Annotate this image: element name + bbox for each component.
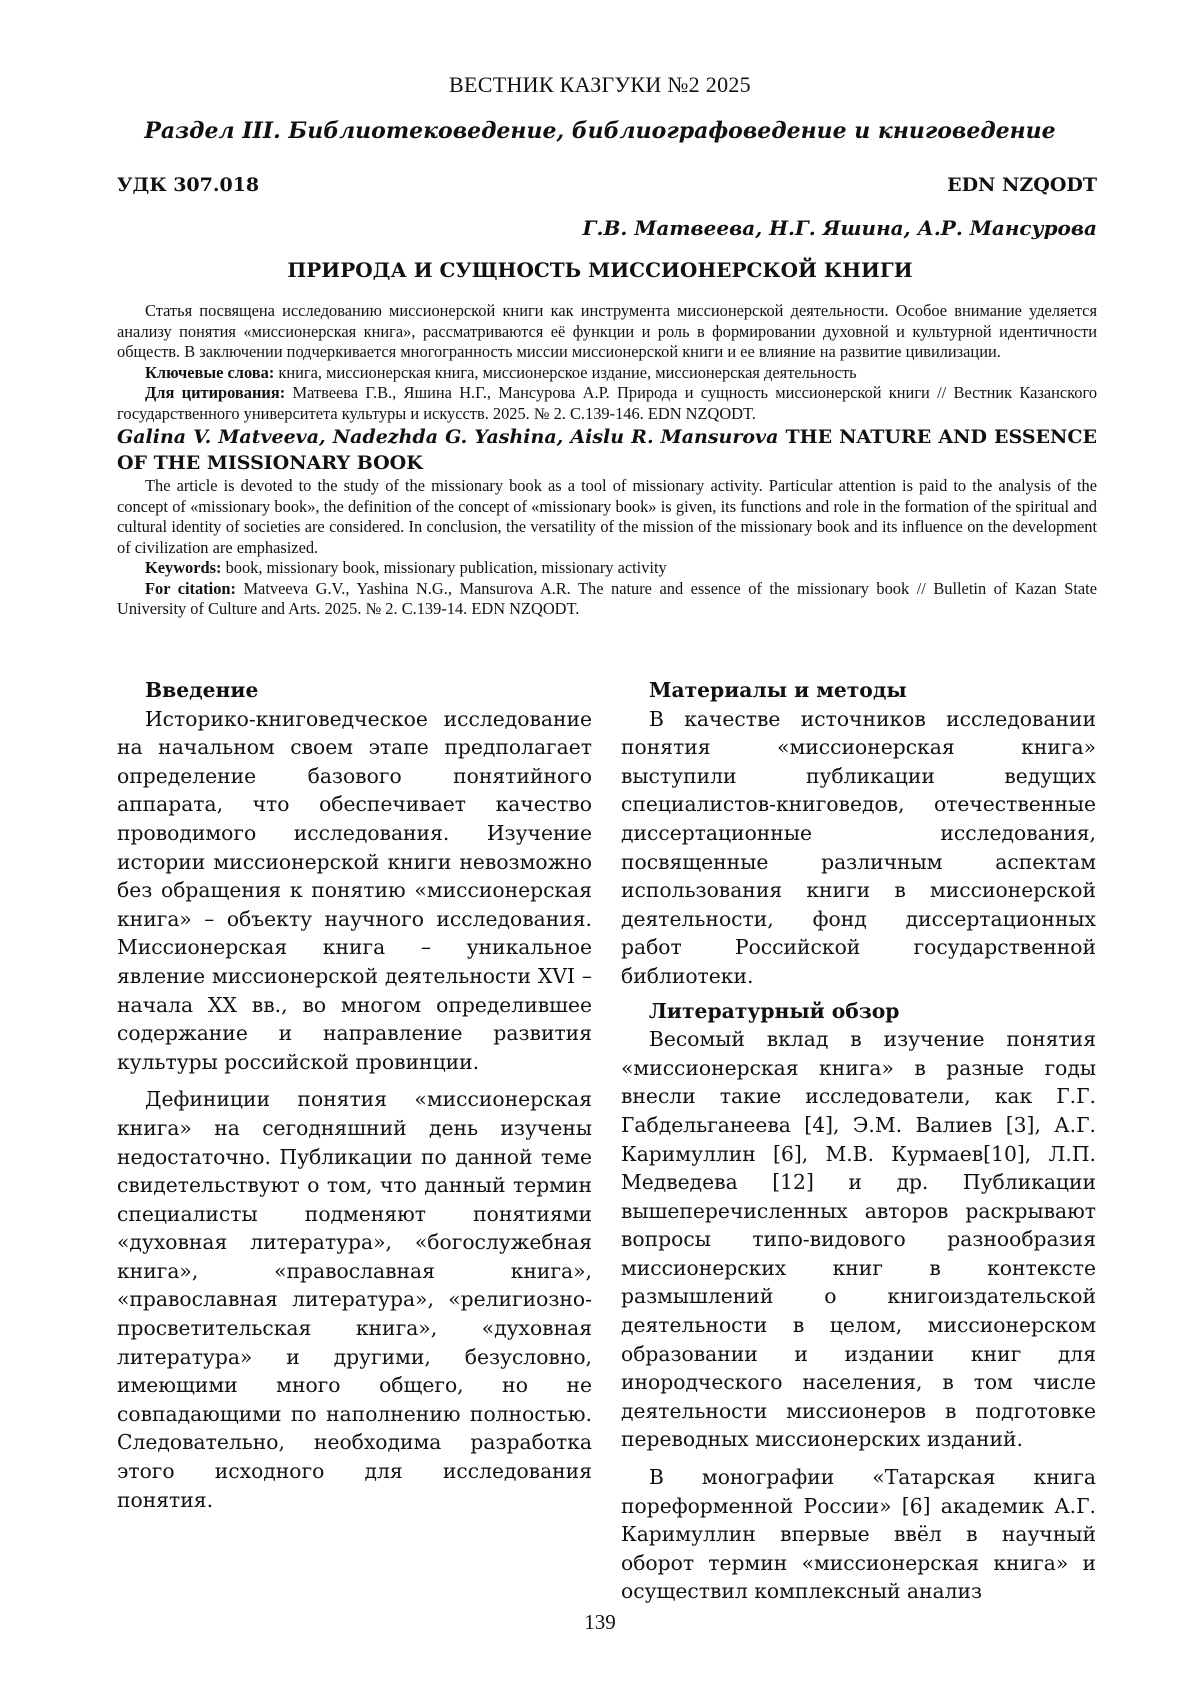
right-column [621, 676, 1096, 1606]
keywords-ru [117, 363, 1097, 384]
keywords-en [117, 558, 1097, 579]
abstract-en-text: The article is devoted to the study of the missionary book as a tool of missionary activity. Particular attention is paid to the analysis of the concept of «missionary book», the definition of the concept of «missionary book» is given, its functions and role in the formation of the spiritual and cultural identity of societies are considered. In conclusion, the versatility of the mission of the missionary book and its influence on the development of civilization are emphasized. [117, 476, 1097, 557]
citation-en-text: Matveeva G.V., Yashina N.G., Mansurova A.R. The nature and essence of the missionary book // Bulletin of Kazan State University of Culture and Arts. 2025. № 2. С.139-14. EDN NZQODT. [117, 578, 1097, 618]
intro-paragraph-2: Дефиниции понятия «миссионерская книга» на сегодняшний день изучены недостаточно. Публикации по данной теме свидетельствуют о том, что данный термин специалисты подменяют понятиями «духовная литература», «богослужебная книга», «православная книга», «православная литература», «религиозно-просветительская книга», «духовная литература» и другими, безусловно, имеющими много общего, но не совпадающими по наполнению полностью. Следовательно, необходима разработка этого исходного для исследования понятия. [117, 1087, 592, 1512]
abstract-block [117, 301, 1097, 620]
title-en: THE NATURE AND ESSENCE OF THE MISSIONARY BOOK [117, 426, 1097, 474]
methods-paragraph: В качестве источников исследовании понятия «миссионерская книга» выступили публикации ведущих специалистов-книговедов, отечественные диссертационные исследования, посвященные различным аспектам использования книги в миссионерской деятельности, фонд диссертационных работ Российской государственной библиотеки. [621, 706, 1096, 988]
udk-code: УДК 307.018 [117, 174, 260, 196]
page-number: 139 [584, 1610, 616, 1634]
en-title-line [117, 424, 1097, 476]
review-heading: Литературный обзор [649, 998, 900, 1023]
citation-ru-label: Для цитирования: [145, 383, 286, 402]
citation-en [117, 579, 1097, 620]
methods-heading: Материалы и методы [649, 678, 907, 702]
review-paragraph-1: Весомый вклад в изучение понятия «миссионерская книга» в разные годы внесли такие исследователи, как Г.Г. Габдельганеева [4], Э.М. Валиев [3], А.Г. Каримуллин [6], М.В. Курмаев[10], Л.П. Медведева [12] и др. Публикации вышеперечисленных авторов раскрывают вопросы типо-видового разнообразия миссионерских книг в контексте размышлений о книгоиздательской деятельности в целом, миссионерском образовании и издании книг для инородческого населения, в том числе деятельности миссионеров в подготовке переводных миссионерских изданий. [621, 1027, 1096, 1452]
authors-ru: Г.В. Матвеева, Н.Г. Яшина, А.Р. Мансурова [582, 216, 1097, 240]
edn-code: EDN NZQODT [947, 174, 1097, 196]
authors-en: Galina V. Matveeva, Nadezhda G. Yashina, Aislu R. Mansurova [117, 426, 779, 448]
intro-paragraph-1: Историко-книговедческое исследование на начальном своем этапе предполагает определение базового понятийного аппарата, что обеспечивает качество проводимого исследования. Изучение истории миссионерской книги невозможно без обращения к понятию «миссионерская книга» – объекту научного исследования. Миссионерская книга – уникальное явление миссионерской деятельности XVI – начала XX вв., во многом определившее содержание и направление развития культуры российской провинции. [117, 706, 592, 1074]
citation-ru-text: Матвеева Г.В., Яшина Н.Г., Мансурова А.Р. Природа и сущность миссионерской книги // Вестник Казанского государственного университета культуры и искусств. 2025. № 2. С.139-146. EDN NZQODT. [117, 383, 1098, 423]
citation-en-label: For citation: [145, 578, 236, 598]
identifiers-row [117, 174, 1097, 196]
review-paragraph-2: В монографии «Татарская книга пореформенной России» [6] академик А.Г. Каримуллин впервые ввёл в научный оборот термин «миссионерская книга» и осуществил комплексный анализ [621, 1465, 1096, 1604]
keywords-en-label: Keywords: [145, 558, 222, 577]
keywords-ru-label: Ключевые слова: [145, 362, 275, 382]
abstract-ru-text: Статья посвящена исследованию миссионерской книги как инструмента миссионерской деятельности. Особое внимание уделяется анализу понятия «миссионерская книга», рассматриваются её функции и роль в формировании духовной и культурной идентичности обществ. В заключении подчеркивается многогранность миссии миссионерской книги и ее влияние на развитие цивилизации. [117, 301, 1097, 361]
keywords-ru-text: книга, миссионерская книга, миссионерское издание, миссионерская деятельность [274, 362, 857, 382]
left-column [117, 676, 592, 1514]
citation-ru [117, 383, 1097, 424]
keywords-en-text: book, missionary book, missionary publication, missionary activity [221, 558, 667, 577]
article-title: ПРИРОДА И СУЩНОСТЬ МИССИОНЕРСКОЙ КНИГИ [287, 258, 913, 282]
intro-heading: Введение [145, 678, 259, 702]
section-title: Раздел III. Библиотековедение, библиографоведение и книговедение [144, 118, 1056, 144]
journal-header: ВЕСТНИК КАЗГУКИ №2 2025 [449, 72, 751, 97]
